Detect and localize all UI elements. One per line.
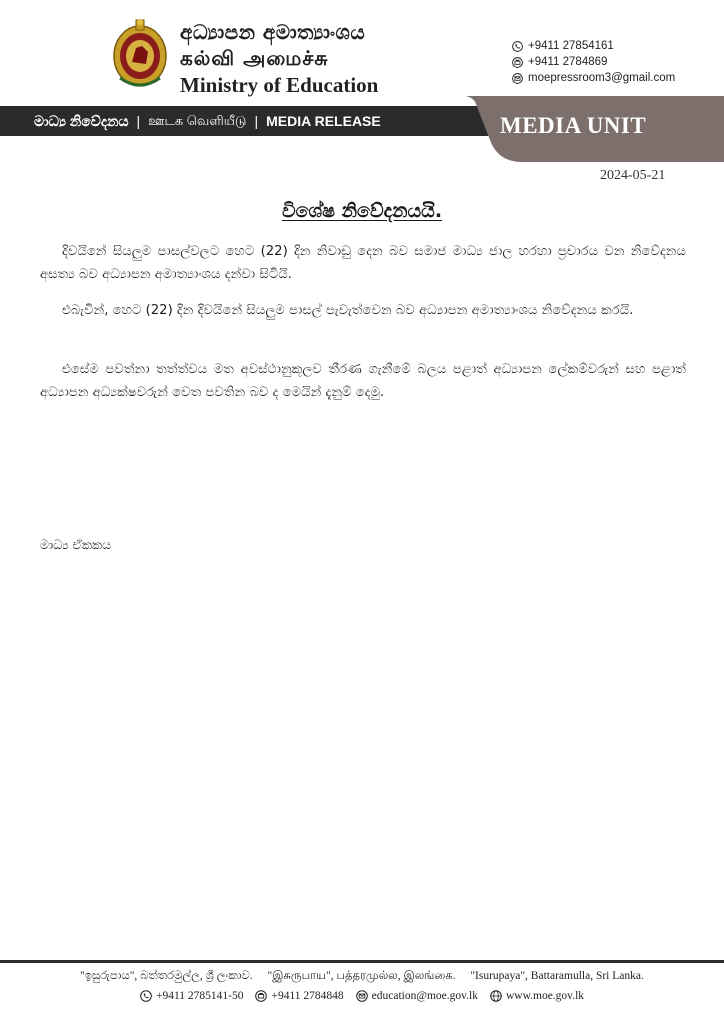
footer-address-tamil: "இசுருபாய", பத்தரமுல்ல, இலங்கை. <box>267 970 456 982</box>
footer-address-english: "Isurupaya", Battaramulla, Sri Lanka. <box>470 970 644 982</box>
sri-lanka-emblem-icon <box>112 18 168 90</box>
email-icon <box>512 73 523 84</box>
footer-website[interactable] <box>490 990 584 1002</box>
header-contacts <box>512 38 675 86</box>
banner-label-tamil: ஊடக வெளியீடு <box>148 112 247 128</box>
footer-email-text[interactable]: education@moe.gov.lk <box>371 990 478 1002</box>
banner-separator: | <box>136 113 141 129</box>
header-fax-text: +9411 2784869 <box>528 56 608 68</box>
ministry-name-english: Ministry of Education <box>180 73 379 97</box>
footer-website-text[interactable]: www.moe.gov.lk <box>505 990 585 1002</box>
body-paragraph-1: දිවයිනේ සියලුම පාසල්වලට හෙට (22) දින නිවාඩු දෙන බව සමාජ මාධ්‍ය ජාල හරහා ප්‍රචාරය වන නිවේදනය අසත්‍ය බව අධ්‍යාපන අමාත්‍යාංශය දන්වා සිටියි. <box>40 244 686 282</box>
media-unit-label: MEDIA UNIT <box>500 113 647 138</box>
email-icon <box>356 990 368 1002</box>
footer-phone-text: +9411 2785141-50 <box>155 990 244 1002</box>
banner-label-english: MEDIA RELEASE <box>266 113 381 129</box>
document-title-text: විශේෂ නිවේදනයයි. <box>281 200 443 222</box>
footer-email[interactable] <box>356 990 478 1002</box>
footer-address-sinhala: "ඉසුරුපාය", බත්තරමුල්ල, ශ්‍රී ලංකාව. <box>80 970 253 982</box>
fax-icon <box>512 57 523 68</box>
header-fax <box>512 54 675 70</box>
footer-fax <box>255 990 343 1002</box>
header-email-text: moepressroom3@gmail.com <box>528 72 676 84</box>
body-paragraph-3: එසේම පවත්නා තත්ත්වය මත අවස්ථානුකූලව තීරණ ගැනීමේ බලය පළාත් අධ්‍යාපන ලේකම්වරුන් සහ පළාත් අධ්‍යාපන අධ්‍යක්ෂවරුන් වෙත පවතින බව ද මෙයින් දැනුම් දෙමු. <box>40 362 686 400</box>
signoff: මාධ්‍ය ඒකකය <box>40 537 112 552</box>
phone-icon <box>512 41 523 52</box>
ministry-name-sinhala: අධ්‍යාපන අමාත්‍යාංශය <box>180 20 366 44</box>
footer-divider <box>0 960 724 963</box>
header-email <box>512 70 675 86</box>
footer-address <box>0 970 724 984</box>
fax-icon <box>255 990 267 1002</box>
globe-icon <box>490 990 502 1002</box>
footer-phone <box>140 990 244 1002</box>
footer-contacts <box>0 990 724 1002</box>
banner-labels <box>0 106 381 136</box>
banner-label-sinhala: මාධ්‍ය නිවේදනය <box>34 112 129 129</box>
header-phone <box>512 38 675 54</box>
document-title <box>0 200 724 222</box>
phone-icon <box>140 990 152 1002</box>
header-phone-text: +9411 27854161 <box>528 40 614 52</box>
footer-fax-text: +9411 2784848 <box>271 990 344 1002</box>
banner-separator: | <box>254 113 259 129</box>
ministry-name-tamil: கல்வி அமைச்சு <box>180 46 329 70</box>
release-date: 2024-05-21 <box>600 168 666 183</box>
body-paragraph-2: එබැවින්, හෙට (22) දින දිවයිනේ සියලුම පාසල් පැවැත්වෙන බව අධ්‍යාපන අමාත්‍යාංශය නිවේදනය කරයි. <box>62 303 634 318</box>
